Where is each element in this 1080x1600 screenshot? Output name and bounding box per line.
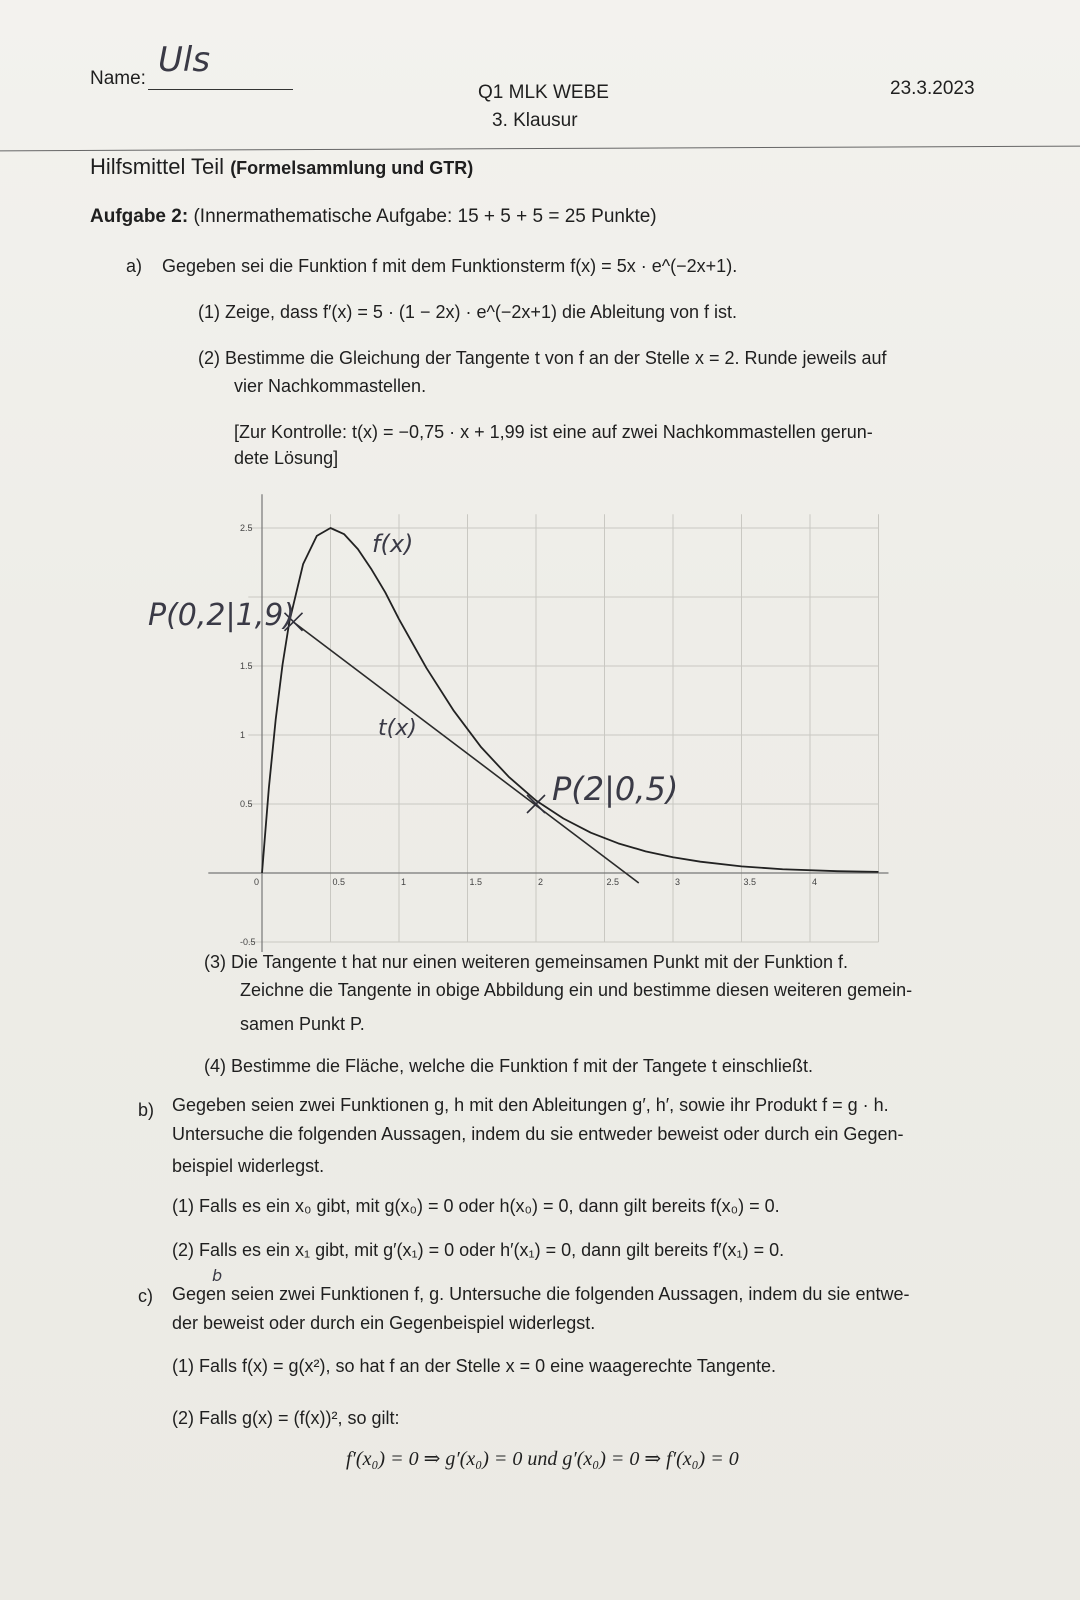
y-tick-label: 2.5 (240, 523, 253, 533)
part-a-q2-line1: (2) Bestimme die Gleichung der Tangente t von f an der Stelle x = 2. Runde jeweils auf (198, 348, 887, 368)
task-heading (90, 206, 657, 228)
x-tick-label: 3 (675, 877, 681, 887)
series-t (294, 622, 639, 883)
part-c-s2: (2) Falls g(x) = (f(x))², so gilt: (172, 1408, 400, 1428)
part-b-line1: Gegeben seien zwei Funktionen g, h mit den Ableitungen g′, h′, sowie ihr Produkt f = g · h. (172, 1095, 889, 1115)
part-b-line2: Untersuche die folgenden Aussagen, indem du sie entweder beweist oder durch ein Gegen- (172, 1124, 904, 1144)
course-name: Q1 MLK WEBE (478, 82, 609, 103)
part-c-s1: (1) Falls f(x) = g(x²), so hat f an der Stelle x = 0 eine waagerechte Tangente. (172, 1356, 776, 1376)
part-c-line1: Gegen seien zwei Funktionen f, g. Untersuche die folgenden Aussagen, indem du sie entwe- (172, 1284, 910, 1304)
name-label: Name: (90, 68, 146, 89)
point-top-label: P(0,2|1,9) (148, 598, 296, 633)
part-a-q1: (1) Zeige, dass f′(x) = 5 · (1 − 2x) · e^(−2x+1) die Ableitung von f ist. (198, 302, 738, 322)
x-tick-label: 3.5 (743, 877, 757, 887)
part-a-intro: Gegeben sei die Funktion f mit dem Funktionsterm f(x) = 5x · e^(−2x+1). (162, 256, 738, 276)
function-graph (0, 470, 1080, 960)
part-b-s1: (1) Falls es ein x₀ gibt, mit g(x₀) = 0 oder h(x₀) = 0, dann gilt bereits f(x₀) = 0. (172, 1196, 780, 1216)
y-tick-label: 1 (240, 730, 246, 740)
x-tick-label: 1.5 (469, 877, 483, 887)
header-divider (0, 146, 1080, 152)
name-handwritten: Uls (158, 40, 211, 80)
point-right-label: P(2|0,5) (552, 770, 679, 808)
label-t: t(x) (378, 716, 417, 741)
x-tick-label: 2 (538, 877, 544, 887)
part-c-label: c) (138, 1286, 153, 1306)
part-c-line2: der beweist oder durch ein Gegenbeispiel widerlegst. (172, 1313, 596, 1333)
control-line1: [Zur Kontrolle: t(x) = −0,75 · x + 1,99 ist eine auf zwei Nachkommastellen gerun- (234, 422, 873, 442)
correction-mark: b (212, 1266, 223, 1285)
part-b-s2: (2) Falls es ein x₁ gibt, mit g′(x₁) = 0 oder h′(x₁) = 0, dann gilt bereits f′(x₁) = 0. (172, 1240, 785, 1260)
part-b-line3: beispiel widerlegst. (172, 1156, 325, 1176)
section-title (90, 154, 473, 180)
y-tick-label: -0.5 (240, 937, 256, 947)
label-f: f(x) (372, 530, 414, 558)
y-tick-label: 1.5 (240, 661, 253, 671)
part-a-q3-line3: samen Punkt P. (240, 1014, 365, 1034)
part-a-q3-line1: (3) Die Tangente t hat nur einen weiteren gemeinsamen Punkt mit der Funktion f. (204, 952, 849, 972)
part-a-q3-line2: Zeichne die Tangente in obige Abbildung ein und bestimme diesen weiteren gemein- (240, 980, 913, 1000)
task-subtitle: (Innermathematische Aufgabe: 15 + 5 + 5 = 25 Punkte) (193, 206, 657, 227)
part-b-label: b) (138, 1100, 155, 1120)
graph-axes (208, 494, 888, 952)
name-underline (148, 89, 293, 90)
x-tick-label: 4 (812, 877, 818, 887)
exam-date: 23.3.2023 (890, 78, 975, 99)
x-tick-label: 2.5 (606, 877, 620, 887)
part-a-q2-line2: vier Nachkommastellen. (234, 376, 427, 396)
section-title-text: Hilfsmittel Teil (90, 154, 225, 179)
task-title: Aufgabe 2: (90, 206, 189, 227)
part-a-q4: (4) Bestimme die Fläche, welche die Funktion f mit der Tangete t einschließt. (204, 1056, 813, 1076)
exam-title: 3. Klausur (492, 110, 578, 131)
x-tick-label: 0 (254, 877, 260, 887)
control-line2: dete Lösung] (234, 448, 339, 468)
x-tick-label: 1 (401, 877, 407, 887)
part-c-formula: f′(x₀) = 0 ⇒ g′(x₀) = 0 und g′(x₀) = 0 ⇒ f′(x₀) = 0 (346, 1448, 739, 1470)
x-tick-label: 0.5 (332, 877, 346, 887)
graph-curves (262, 528, 879, 883)
part-a-label: a) (126, 256, 143, 276)
section-note: (Formelsammlung und GTR) (230, 158, 474, 178)
series-f (262, 528, 879, 873)
y-tick-label: 0.5 (240, 799, 253, 809)
